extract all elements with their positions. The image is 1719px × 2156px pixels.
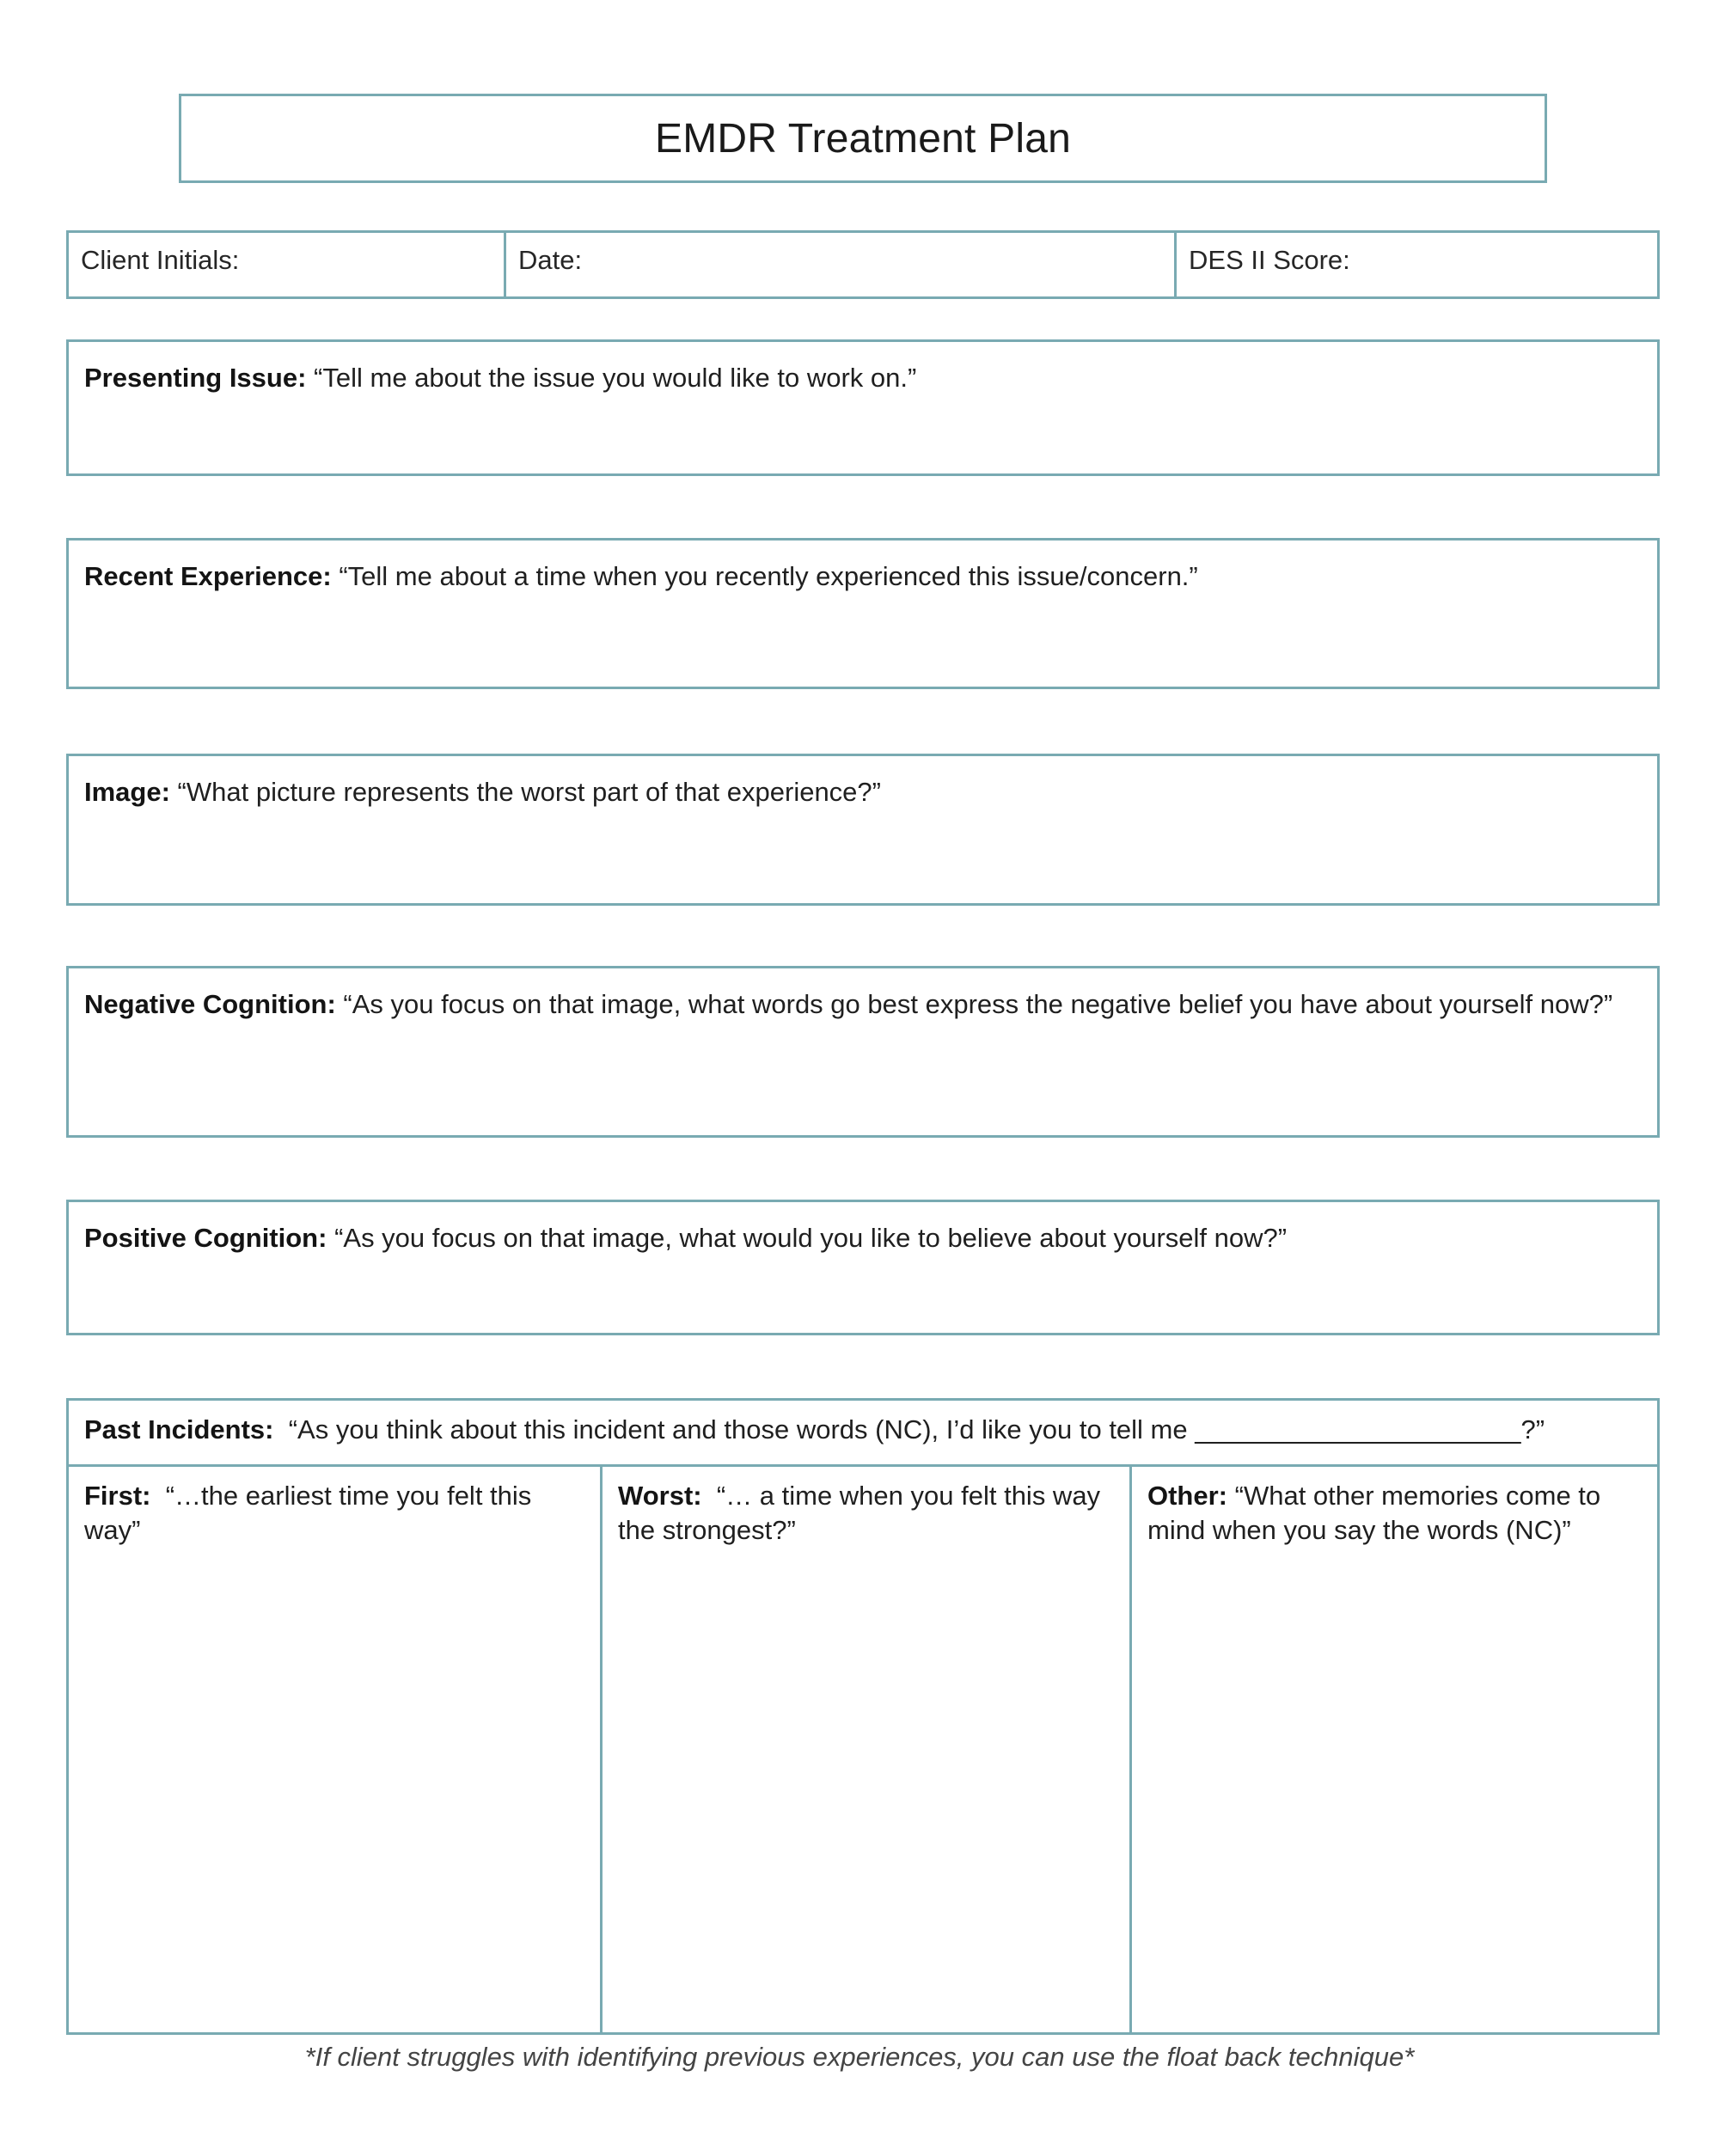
positive-cognition-section[interactable] [66,1200,1660,1335]
other-prompt: “What other memories come to mind when you say the words (NC)” [1147,1481,1601,1545]
first-incident-cell[interactable] [69,1467,600,2032]
des-score-label: DES II Score: [1189,245,1350,275]
client-initials-field[interactable] [69,233,504,296]
presenting-issue-section[interactable] [66,339,1660,476]
footnote: *If client struggles with identifying previous experiences, you can use the float back technique* [304,2042,1415,2072]
past-incidents-section [66,1398,1660,2035]
image-section[interactable] [66,754,1660,906]
other-label: Other: [1147,1481,1227,1511]
date-field[interactable] [504,233,1174,296]
presenting-issue-prompt: “Tell me about the issue you would like to work on.” [314,363,917,393]
image-prompt: “What picture represents the worst part of that experience?” [177,777,881,807]
presenting-issue-label: Presenting Issue: [84,363,307,393]
first-prompt: “…the earliest time you felt this way” [84,1481,532,1545]
page-title: EMDR Treatment Plan [655,115,1071,162]
other-incident-cell[interactable] [1129,1467,1657,2032]
past-incidents-label: Past Incidents: [84,1414,274,1444]
worst-incident-cell[interactable] [600,1467,1129,2032]
recent-experience-section[interactable] [66,538,1660,689]
image-label: Image: [84,777,170,807]
worst-prompt: “… a time when you felt this way the strongest?” [618,1481,1101,1545]
past-incidents-prompt: “As you think about this incident and those words (NC), I’d like you to tell me ______________________?” [288,1414,1545,1444]
date-label: Date: [518,245,583,275]
positive-cognition-label: Positive Cognition: [84,1223,327,1253]
negative-cognition-section[interactable] [66,966,1660,1138]
negative-cognition-prompt: “As you focus on that image, what words go best express the negative belief you have about yourself now?” [343,989,1613,1019]
negative-cognition-label: Negative Cognition: [84,989,336,1019]
title-box [179,94,1547,183]
positive-cognition-prompt: “As you focus on that image, what would you like to believe about yourself now?” [334,1223,1288,1253]
worst-label: Worst: [618,1481,702,1511]
client-initials-label: Client Initials: [81,245,240,275]
recent-experience-label: Recent Experience: [84,561,332,591]
past-incidents-header [69,1401,1657,1467]
client-info-row [66,230,1660,299]
des-score-field[interactable] [1174,233,1657,296]
recent-experience-prompt: “Tell me about a time when you recently experienced this issue/concern.” [339,561,1198,591]
first-label: First: [84,1481,151,1511]
past-incidents-columns [69,1467,1657,2032]
